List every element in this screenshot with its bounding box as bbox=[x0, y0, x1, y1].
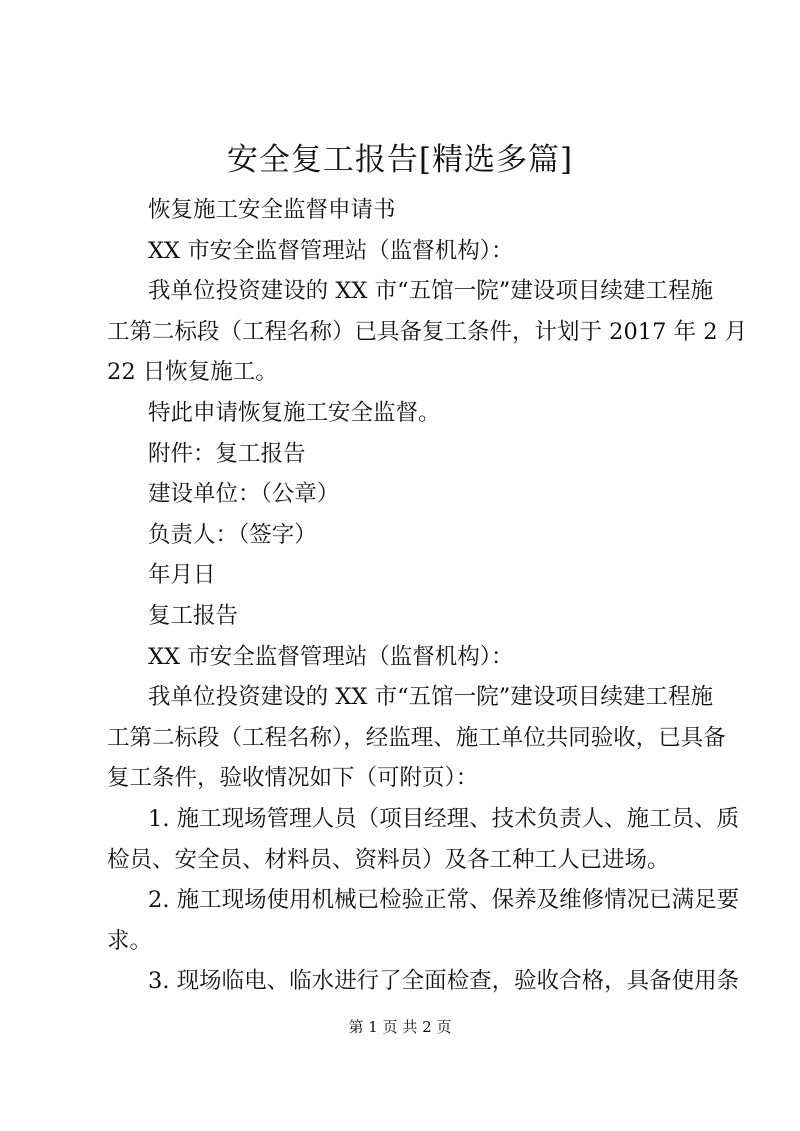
text-line: 3. 现场临电、临水进行了全面检查，验收合格，具备使用条 bbox=[148, 968, 740, 995]
paragraph bbox=[107, 637, 713, 678]
text-line: 附件：复工报告 bbox=[148, 440, 306, 467]
text-line: 22 日恢复施工。 bbox=[107, 359, 278, 386]
text-line: 特此申请恢复施工安全监督。 bbox=[148, 399, 441, 426]
paragraph bbox=[107, 474, 713, 515]
text-line: 负责人：（签字） bbox=[148, 521, 317, 548]
text-line: 求。 bbox=[107, 927, 153, 954]
text-line: XX 市安全监督管理站（监督机构）： bbox=[148, 643, 514, 670]
paragraph bbox=[107, 271, 748, 393]
paragraph bbox=[107, 190, 713, 231]
text-line: 工第二标段（工程名称）已具备复工条件，计划于 2017 年 2 月 bbox=[107, 318, 748, 345]
text-line: XX 市安全监督管理站（监督机构）： bbox=[148, 237, 514, 264]
paragraph bbox=[107, 393, 713, 434]
text-line: 年月日 bbox=[148, 562, 216, 589]
text-line: 2. 施工现场使用机械已检验正常、保养及维修情况已满足要 bbox=[148, 887, 740, 914]
text-line: 复工报告 bbox=[148, 602, 239, 629]
text-line: 建设单位：（公章） bbox=[148, 481, 340, 508]
text-line: 复工条件，验收情况如下（可附页）： bbox=[107, 765, 479, 792]
text-line: 工第二标段（工程名称），经监理、施工单位共同验收，已具备 bbox=[107, 724, 726, 751]
text-line: 我单位投资建设的 XX 市“五馆一院”建设项目续建工程施 bbox=[148, 278, 713, 305]
text-line: 恢复施工安全监督申请书 bbox=[148, 197, 396, 223]
page-footer: 第 1 页 共 2 页 bbox=[348, 1018, 452, 1036]
document-title: 安全复工报告[精选多篇] bbox=[226, 142, 574, 178]
paragraph bbox=[107, 880, 740, 961]
text-line: 我单位投资建设的 XX 市“五馆一院”建设项目续建工程施 bbox=[148, 684, 713, 711]
paragraph bbox=[107, 555, 713, 596]
text-line: 1. 施工现场管理人员（项目经理、技术负责人、施工员、质 bbox=[148, 805, 740, 832]
paragraph bbox=[107, 434, 713, 475]
paragraph bbox=[107, 596, 713, 637]
text-line: 检员、安全员、材料员、资料员）及各工种工人已进场。 bbox=[107, 846, 670, 873]
paragraph bbox=[107, 799, 740, 880]
document-body bbox=[107, 190, 748, 1002]
paragraph bbox=[107, 677, 726, 799]
paragraph bbox=[107, 231, 713, 272]
paragraph bbox=[107, 515, 713, 556]
paragraph bbox=[107, 961, 740, 1002]
